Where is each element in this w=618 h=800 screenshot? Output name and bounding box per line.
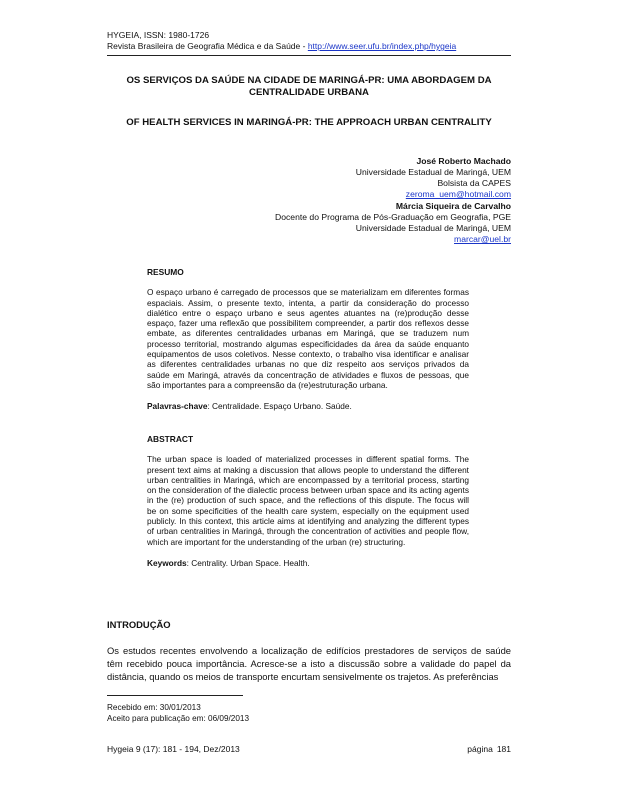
header-divider <box>107 55 511 56</box>
author-affiliation: Universidade Estadual de Maringá, UEM <box>355 223 511 233</box>
keywords-text: : Centralidade. Espaço Urbano. Saúde. <box>207 401 352 412</box>
author-block-1 <box>356 156 511 200</box>
introduction-body: Os estudos recentes envolvendo a localização de edifícios prestadores de serviços de saúde têm recebido pouca importância. Acresce-se a isto a discussão sobre a validade do papel da distância, quando os meios de transporte encurtam sensivelmente os trajetos. As preferências <box>107 645 511 682</box>
keywords-text: : Centrality. Urban Space. Health. <box>186 557 310 568</box>
author-block-2 <box>275 201 511 245</box>
abstract-keywords <box>147 558 469 568</box>
author-email-link[interactable]: zeroma_uem@hotmail.com <box>405 189 511 199</box>
author-affiliation: Universidade Estadual de Maringá, UEM <box>355 167 511 177</box>
journal-url-link[interactable]: http://www.seer.ufu.br/index.php/hygeia <box>307 41 457 51</box>
abstract-section <box>147 434 469 568</box>
footnote-divider <box>107 695 243 696</box>
journal-header <box>107 30 456 52</box>
resumo-section <box>147 267 469 412</box>
journal-subtitle: Revista Brasileira de Geografia Médica e da Saúde - <box>107 41 308 51</box>
keywords-label: Palavras-chave <box>147 401 208 412</box>
journal-issn: HYGEIA, ISSN: 1980-1726 <box>107 30 210 40</box>
author-email-link[interactable]: marcar@uel.br <box>454 234 511 244</box>
footnotes <box>107 702 249 724</box>
title-portuguese: OS SERVIÇOS DA SAÚDE NA CIDADE DE MARINGÁ-PR: UMA ABORDAGEM DA CENTRALIDADE URBANA <box>126 75 492 98</box>
author-name: José Roberto Machado <box>416 156 511 166</box>
journal-subtitle-line <box>107 41 456 52</box>
introduction-heading: INTRODUÇÃO <box>107 619 171 630</box>
resumo-heading: RESUMO <box>147 267 184 277</box>
author-affiliation: Bolsista da CAPES <box>437 178 511 188</box>
received-date: Recebido em: 30/01/2013 <box>107 703 201 712</box>
abstract-heading: ABSTRACT <box>147 434 194 444</box>
author-name: Márcia Siqueira de Carvalho <box>395 201 511 211</box>
page-number: 181 <box>496 744 511 754</box>
abstract-body: The urban space is loaded of materialized processes in different spatial forms. The present text aims at making a discussion that allows people to understand the different urban centralities in Maringá, which are encompassed by a territorial process, starting on the consideration of the dialectic process between urban space and its acting agents in the (re) production of such space, and the reflections of this dispute. The focus will be on some specificities of the health care system, especially on the equipment used publicly. In this context, this article aims at identifying and analyzing the different types of urban centralities in Maringá, through the concentration of activities and people flow, which are important for the understanding of the urban (re) structuring. <box>147 454 469 547</box>
keywords-label: Keywords <box>147 557 187 568</box>
author-affiliation: Docente do Programa de Pós-Graduação em Geografia, PGE <box>275 212 511 222</box>
footer-page <box>467 744 511 755</box>
footer-citation: Hygeia 9 (17): 181 - 194, Dez/2013 <box>107 744 240 754</box>
title-english: OF HEALTH SERVICES IN MARINGÁ-PR: THE APPROACH URBAN CENTRALITY <box>126 117 492 128</box>
page-label: página <box>467 744 493 754</box>
resumo-body: O espaço urbano é carregado de processos que se materializam em diferentes formas espaciais. Assim, o presente texto, intenta, a partir da consideração do processo dialético entre o espaço urbano e seus agentes atuantes na (re)produção desse espaço, fazer uma reflexão que possibilitem compreender, a partir dos reflexos desse embate, as diferentes centralidades urbanas em Maringá, que se traduzem num processo territorial, mostrando algumas especificidades da área da saúde enquanto equipamentos de usos coletivos. Nesse contexto, o trabalho visa identificar e analisar as diferentes centralidades urbanas no que diz respeito aos serviços privados da saúde em Maringá, através da concentração de atividades e fluxos de pessoas, que são importantes para a compreensão da (re)estruturação urbana. <box>147 287 469 390</box>
accepted-date: Aceito para publicação em: 06/09/2013 <box>107 714 250 723</box>
resumo-keywords <box>147 401 469 411</box>
